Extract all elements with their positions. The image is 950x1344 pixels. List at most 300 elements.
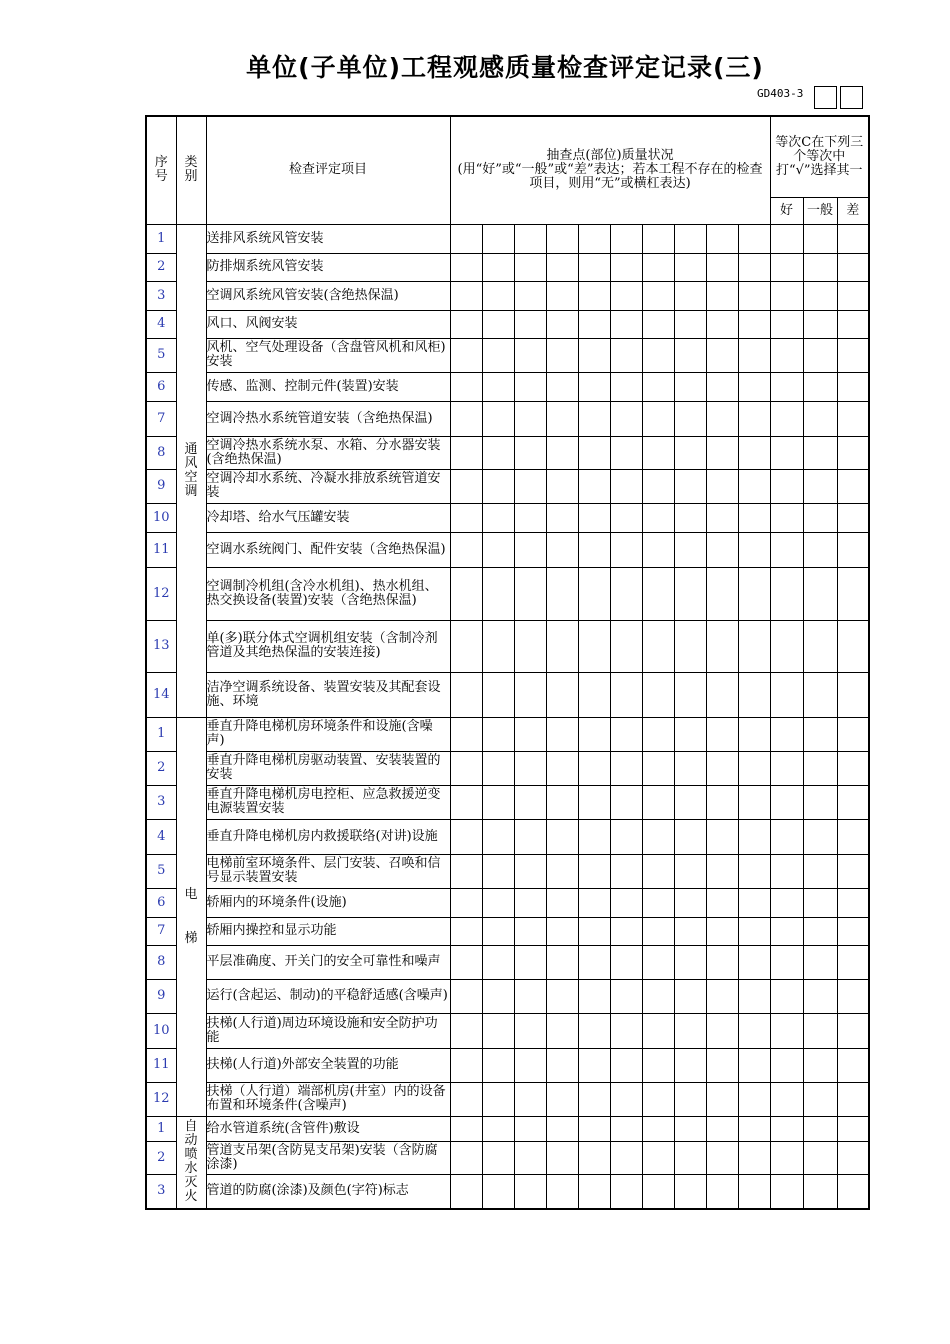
sampling-cell[interactable] [450, 532, 482, 567]
sampling-cell[interactable] [514, 401, 546, 436]
sampling-cell[interactable] [642, 1116, 674, 1141]
grade-good-cell[interactable] [770, 224, 803, 253]
sampling-cell[interactable] [674, 888, 706, 917]
sampling-cell[interactable] [578, 1013, 610, 1048]
sampling-cell[interactable] [642, 672, 674, 717]
grade-poor-cell[interactable] [837, 945, 869, 979]
sampling-cell[interactable] [706, 281, 738, 310]
sampling-cell[interactable] [706, 436, 738, 469]
sampling-cell[interactable] [546, 372, 578, 401]
sampling-cell[interactable] [482, 1141, 514, 1174]
sampling-cell[interactable] [546, 253, 578, 281]
sampling-cell[interactable] [738, 401, 770, 436]
sampling-cell[interactable] [706, 888, 738, 917]
sampling-cell[interactable] [610, 819, 642, 854]
grade-fair-cell[interactable] [803, 854, 837, 888]
sampling-cell[interactable] [578, 1141, 610, 1174]
sampling-cell[interactable] [610, 1116, 642, 1141]
sampling-cell[interactable] [514, 1048, 546, 1082]
sampling-cell[interactable] [514, 945, 546, 979]
sampling-cell[interactable] [642, 469, 674, 503]
sampling-cell[interactable] [610, 338, 642, 372]
sampling-cell[interactable] [546, 751, 578, 785]
sampling-cell[interactable] [482, 917, 514, 945]
grade-good-cell[interactable] [770, 532, 803, 567]
grade-poor-cell[interactable] [837, 401, 869, 436]
form-code-box-1[interactable] [814, 86, 837, 109]
grade-fair-cell[interactable] [803, 1082, 837, 1116]
grade-fair-cell[interactable] [803, 751, 837, 785]
sampling-cell[interactable] [482, 372, 514, 401]
grade-fair-cell[interactable] [803, 672, 837, 717]
sampling-cell[interactable] [482, 717, 514, 751]
sampling-cell[interactable] [674, 1116, 706, 1141]
sampling-cell[interactable] [674, 372, 706, 401]
sampling-cell[interactable] [450, 338, 482, 372]
sampling-cell[interactable] [482, 401, 514, 436]
sampling-cell[interactable] [610, 945, 642, 979]
sampling-cell[interactable] [546, 979, 578, 1013]
sampling-cell[interactable] [514, 338, 546, 372]
sampling-cell[interactable] [514, 672, 546, 717]
grade-poor-cell[interactable] [837, 917, 869, 945]
sampling-cell[interactable] [674, 567, 706, 620]
sampling-cell[interactable] [482, 1116, 514, 1141]
sampling-cell[interactable] [482, 819, 514, 854]
sampling-cell[interactable] [482, 854, 514, 888]
sampling-cell[interactable] [578, 751, 610, 785]
sampling-cell[interactable] [514, 469, 546, 503]
sampling-cell[interactable] [706, 310, 738, 338]
sampling-cell[interactable] [578, 310, 610, 338]
sampling-cell[interactable] [738, 854, 770, 888]
sampling-cell[interactable] [546, 672, 578, 717]
grade-fair-cell[interactable] [803, 888, 837, 917]
sampling-cell[interactable] [578, 672, 610, 717]
sampling-cell[interactable] [642, 945, 674, 979]
sampling-cell[interactable] [450, 1141, 482, 1174]
sampling-cell[interactable] [482, 620, 514, 672]
sampling-cell[interactable] [546, 717, 578, 751]
sampling-cell[interactable] [450, 1116, 482, 1141]
sampling-cell[interactable] [642, 979, 674, 1013]
sampling-cell[interactable] [738, 567, 770, 620]
sampling-cell[interactable] [706, 751, 738, 785]
sampling-cell[interactable] [642, 503, 674, 532]
sampling-cell[interactable] [546, 532, 578, 567]
sampling-cell[interactable] [546, 1141, 578, 1174]
grade-poor-cell[interactable] [837, 224, 869, 253]
sampling-cell[interactable] [482, 1048, 514, 1082]
sampling-cell[interactable] [546, 401, 578, 436]
sampling-cell[interactable] [610, 1141, 642, 1174]
sampling-cell[interactable] [738, 281, 770, 310]
grade-good-cell[interactable] [770, 469, 803, 503]
sampling-cell[interactable] [578, 1048, 610, 1082]
sampling-cell[interactable] [578, 945, 610, 979]
sampling-cell[interactable] [738, 888, 770, 917]
sampling-cell[interactable] [578, 620, 610, 672]
sampling-cell[interactable] [674, 819, 706, 854]
grade-fair-cell[interactable] [803, 253, 837, 281]
sampling-cell[interactable] [514, 503, 546, 532]
grade-good-cell[interactable] [770, 945, 803, 979]
sampling-cell[interactable] [578, 888, 610, 917]
sampling-cell[interactable] [674, 917, 706, 945]
sampling-cell[interactable] [610, 372, 642, 401]
sampling-cell[interactable] [482, 888, 514, 917]
grade-good-cell[interactable] [770, 1048, 803, 1082]
sampling-cell[interactable] [578, 1116, 610, 1141]
grade-good-cell[interactable] [770, 1116, 803, 1141]
grade-poor-cell[interactable] [837, 751, 869, 785]
sampling-cell[interactable] [674, 338, 706, 372]
sampling-cell[interactable] [642, 281, 674, 310]
sampling-cell[interactable] [674, 717, 706, 751]
sampling-cell[interactable] [642, 620, 674, 672]
sampling-cell[interactable] [610, 785, 642, 819]
sampling-cell[interactable] [738, 945, 770, 979]
sampling-cell[interactable] [706, 672, 738, 717]
sampling-cell[interactable] [546, 469, 578, 503]
sampling-cell[interactable] [450, 819, 482, 854]
sampling-cell[interactable] [642, 1048, 674, 1082]
grade-poor-cell[interactable] [837, 785, 869, 819]
grade-poor-cell[interactable] [837, 1013, 869, 1048]
sampling-cell[interactable] [482, 532, 514, 567]
sampling-cell[interactable] [642, 888, 674, 917]
grade-fair-cell[interactable] [803, 567, 837, 620]
sampling-cell[interactable] [546, 281, 578, 310]
sampling-cell[interactable] [738, 503, 770, 532]
sampling-cell[interactable] [514, 1013, 546, 1048]
grade-poor-cell[interactable] [837, 567, 869, 620]
sampling-cell[interactable] [610, 888, 642, 917]
grade-fair-cell[interactable] [803, 436, 837, 469]
sampling-cell[interactable] [706, 717, 738, 751]
sampling-cell[interactable] [482, 253, 514, 281]
grade-poor-cell[interactable] [837, 1116, 869, 1141]
sampling-cell[interactable] [738, 532, 770, 567]
sampling-cell[interactable] [546, 854, 578, 888]
sampling-cell[interactable] [546, 567, 578, 620]
sampling-cell[interactable] [642, 532, 674, 567]
grade-fair-cell[interactable] [803, 819, 837, 854]
sampling-cell[interactable] [738, 1141, 770, 1174]
sampling-cell[interactable] [578, 567, 610, 620]
sampling-cell[interactable] [706, 854, 738, 888]
sampling-cell[interactable] [738, 310, 770, 338]
sampling-cell[interactable] [738, 717, 770, 751]
sampling-cell[interactable] [546, 1082, 578, 1116]
grade-poor-cell[interactable] [837, 854, 869, 888]
sampling-cell[interactable] [450, 310, 482, 338]
sampling-cell[interactable] [738, 224, 770, 253]
sampling-cell[interactable] [450, 253, 482, 281]
sampling-cell[interactable] [514, 253, 546, 281]
sampling-cell[interactable] [706, 253, 738, 281]
sampling-cell[interactable] [642, 372, 674, 401]
sampling-cell[interactable] [674, 945, 706, 979]
sampling-cell[interactable] [610, 1048, 642, 1082]
sampling-cell[interactable] [546, 436, 578, 469]
form-code-box-2[interactable] [840, 86, 863, 109]
sampling-cell[interactable] [642, 224, 674, 253]
sampling-cell[interactable] [610, 717, 642, 751]
sampling-cell[interactable] [546, 1116, 578, 1141]
sampling-cell[interactable] [514, 717, 546, 751]
grade-poor-cell[interactable] [837, 1141, 869, 1174]
sampling-cell[interactable] [578, 917, 610, 945]
grade-good-cell[interactable] [770, 1013, 803, 1048]
sampling-cell[interactable] [578, 503, 610, 532]
sampling-cell[interactable] [674, 1141, 706, 1174]
sampling-cell[interactable] [610, 401, 642, 436]
sampling-cell[interactable] [738, 751, 770, 785]
grade-good-cell[interactable] [770, 338, 803, 372]
sampling-cell[interactable] [706, 338, 738, 372]
sampling-cell[interactable] [610, 1013, 642, 1048]
sampling-cell[interactable] [642, 567, 674, 620]
sampling-cell[interactable] [738, 819, 770, 854]
grade-poor-cell[interactable] [837, 469, 869, 503]
sampling-cell[interactable] [610, 310, 642, 338]
sampling-cell[interactable] [674, 1013, 706, 1048]
sampling-cell[interactable] [546, 503, 578, 532]
sampling-cell[interactable] [674, 436, 706, 469]
sampling-cell[interactable] [674, 281, 706, 310]
grade-poor-cell[interactable] [837, 672, 869, 717]
grade-fair-cell[interactable] [803, 945, 837, 979]
sampling-cell[interactable] [706, 1141, 738, 1174]
sampling-cell[interactable] [514, 1116, 546, 1141]
sampling-cell[interactable] [642, 717, 674, 751]
grade-poor-cell[interactable] [837, 253, 869, 281]
sampling-cell[interactable] [610, 281, 642, 310]
sampling-cell[interactable] [450, 1174, 482, 1209]
sampling-cell[interactable] [546, 917, 578, 945]
sampling-cell[interactable] [578, 979, 610, 1013]
sampling-cell[interactable] [674, 401, 706, 436]
sampling-cell[interactable] [610, 224, 642, 253]
sampling-cell[interactable] [482, 436, 514, 469]
sampling-cell[interactable] [546, 224, 578, 253]
sampling-cell[interactable] [610, 253, 642, 281]
sampling-cell[interactable] [674, 503, 706, 532]
grade-poor-cell[interactable] [837, 1174, 869, 1209]
sampling-cell[interactable] [450, 1082, 482, 1116]
sampling-cell[interactable] [546, 1048, 578, 1082]
grade-poor-cell[interactable] [837, 310, 869, 338]
sampling-cell[interactable] [706, 1013, 738, 1048]
sampling-cell[interactable] [674, 469, 706, 503]
sampling-cell[interactable] [482, 469, 514, 503]
sampling-cell[interactable] [450, 717, 482, 751]
sampling-cell[interactable] [450, 672, 482, 717]
sampling-cell[interactable] [514, 979, 546, 1013]
sampling-cell[interactable] [642, 854, 674, 888]
sampling-cell[interactable] [738, 253, 770, 281]
grade-good-cell[interactable] [770, 672, 803, 717]
sampling-cell[interactable] [546, 785, 578, 819]
sampling-cell[interactable] [706, 819, 738, 854]
grade-poor-cell[interactable] [837, 503, 869, 532]
sampling-cell[interactable] [706, 532, 738, 567]
grade-fair-cell[interactable] [803, 281, 837, 310]
sampling-cell[interactable] [578, 469, 610, 503]
sampling-cell[interactable] [610, 567, 642, 620]
sampling-cell[interactable] [578, 281, 610, 310]
sampling-cell[interactable] [450, 372, 482, 401]
grade-poor-cell[interactable] [837, 436, 869, 469]
grade-fair-cell[interactable] [803, 503, 837, 532]
sampling-cell[interactable] [450, 751, 482, 785]
sampling-cell[interactable] [450, 945, 482, 979]
sampling-cell[interactable] [546, 338, 578, 372]
sampling-cell[interactable] [642, 338, 674, 372]
grade-good-cell[interactable] [770, 253, 803, 281]
sampling-cell[interactable] [578, 785, 610, 819]
sampling-cell[interactable] [706, 979, 738, 1013]
sampling-cell[interactable] [482, 281, 514, 310]
grade-good-cell[interactable] [770, 281, 803, 310]
sampling-cell[interactable] [514, 567, 546, 620]
sampling-cell[interactable] [514, 854, 546, 888]
sampling-cell[interactable] [546, 1013, 578, 1048]
grade-fair-cell[interactable] [803, 1141, 837, 1174]
sampling-cell[interactable] [610, 503, 642, 532]
sampling-cell[interactable] [514, 819, 546, 854]
sampling-cell[interactable] [450, 469, 482, 503]
grade-fair-cell[interactable] [803, 979, 837, 1013]
grade-good-cell[interactable] [770, 751, 803, 785]
sampling-cell[interactable] [642, 1082, 674, 1116]
sampling-cell[interactable] [546, 1174, 578, 1209]
sampling-cell[interactable] [610, 436, 642, 469]
sampling-cell[interactable] [514, 1174, 546, 1209]
grade-good-cell[interactable] [770, 436, 803, 469]
sampling-cell[interactable] [482, 338, 514, 372]
grade-good-cell[interactable] [770, 503, 803, 532]
grade-good-cell[interactable] [770, 917, 803, 945]
sampling-cell[interactable] [738, 620, 770, 672]
sampling-cell[interactable] [706, 224, 738, 253]
grade-poor-cell[interactable] [837, 888, 869, 917]
sampling-cell[interactable] [642, 310, 674, 338]
sampling-cell[interactable] [738, 1082, 770, 1116]
sampling-cell[interactable] [610, 979, 642, 1013]
sampling-cell[interactable] [738, 979, 770, 1013]
sampling-cell[interactable] [514, 785, 546, 819]
sampling-cell[interactable] [578, 717, 610, 751]
sampling-cell[interactable] [674, 310, 706, 338]
grade-good-cell[interactable] [770, 310, 803, 338]
sampling-cell[interactable] [610, 620, 642, 672]
sampling-cell[interactable] [706, 1082, 738, 1116]
grade-good-cell[interactable] [770, 717, 803, 751]
sampling-cell[interactable] [642, 1174, 674, 1209]
sampling-cell[interactable] [642, 785, 674, 819]
grade-fair-cell[interactable] [803, 224, 837, 253]
sampling-cell[interactable] [674, 785, 706, 819]
sampling-cell[interactable] [514, 532, 546, 567]
grade-fair-cell[interactable] [803, 469, 837, 503]
sampling-cell[interactable] [674, 224, 706, 253]
sampling-cell[interactable] [738, 1116, 770, 1141]
sampling-cell[interactable] [674, 1174, 706, 1209]
sampling-cell[interactable] [674, 672, 706, 717]
sampling-cell[interactable] [514, 620, 546, 672]
grade-good-cell[interactable] [770, 854, 803, 888]
sampling-cell[interactable] [450, 888, 482, 917]
sampling-cell[interactable] [578, 1174, 610, 1209]
sampling-cell[interactable] [514, 1141, 546, 1174]
sampling-cell[interactable] [450, 1048, 482, 1082]
sampling-cell[interactable] [738, 372, 770, 401]
sampling-cell[interactable] [450, 503, 482, 532]
grade-fair-cell[interactable] [803, 338, 837, 372]
sampling-cell[interactable] [610, 1082, 642, 1116]
sampling-cell[interactable] [546, 945, 578, 979]
grade-fair-cell[interactable] [803, 532, 837, 567]
sampling-cell[interactable] [514, 372, 546, 401]
grade-good-cell[interactable] [770, 785, 803, 819]
sampling-cell[interactable] [578, 338, 610, 372]
grade-good-cell[interactable] [770, 888, 803, 917]
sampling-cell[interactable] [546, 620, 578, 672]
sampling-cell[interactable] [674, 253, 706, 281]
sampling-cell[interactable] [642, 1013, 674, 1048]
sampling-cell[interactable] [514, 224, 546, 253]
sampling-cell[interactable] [610, 1174, 642, 1209]
sampling-cell[interactable] [706, 401, 738, 436]
grade-good-cell[interactable] [770, 401, 803, 436]
sampling-cell[interactable] [482, 979, 514, 1013]
sampling-cell[interactable] [546, 888, 578, 917]
sampling-cell[interactable] [450, 436, 482, 469]
grade-fair-cell[interactable] [803, 620, 837, 672]
sampling-cell[interactable] [706, 1048, 738, 1082]
sampling-cell[interactable] [738, 1048, 770, 1082]
sampling-cell[interactable] [642, 253, 674, 281]
sampling-cell[interactable] [706, 503, 738, 532]
sampling-cell[interactable] [674, 1082, 706, 1116]
sampling-cell[interactable] [610, 854, 642, 888]
grade-good-cell[interactable] [770, 819, 803, 854]
sampling-cell[interactable] [578, 1082, 610, 1116]
sampling-cell[interactable] [610, 532, 642, 567]
grade-poor-cell[interactable] [837, 1048, 869, 1082]
grade-good-cell[interactable] [770, 1174, 803, 1209]
grade-fair-cell[interactable] [803, 1174, 837, 1209]
grade-fair-cell[interactable] [803, 401, 837, 436]
sampling-cell[interactable] [642, 1141, 674, 1174]
sampling-cell[interactable] [738, 469, 770, 503]
sampling-cell[interactable] [514, 1082, 546, 1116]
sampling-cell[interactable] [514, 751, 546, 785]
sampling-cell[interactable] [706, 567, 738, 620]
sampling-cell[interactable] [706, 785, 738, 819]
sampling-cell[interactable] [738, 338, 770, 372]
sampling-cell[interactable] [610, 917, 642, 945]
sampling-cell[interactable] [706, 469, 738, 503]
sampling-cell[interactable] [578, 372, 610, 401]
sampling-cell[interactable] [450, 917, 482, 945]
sampling-cell[interactable] [706, 372, 738, 401]
sampling-cell[interactable] [482, 310, 514, 338]
sampling-cell[interactable] [610, 751, 642, 785]
sampling-cell[interactable] [674, 1048, 706, 1082]
